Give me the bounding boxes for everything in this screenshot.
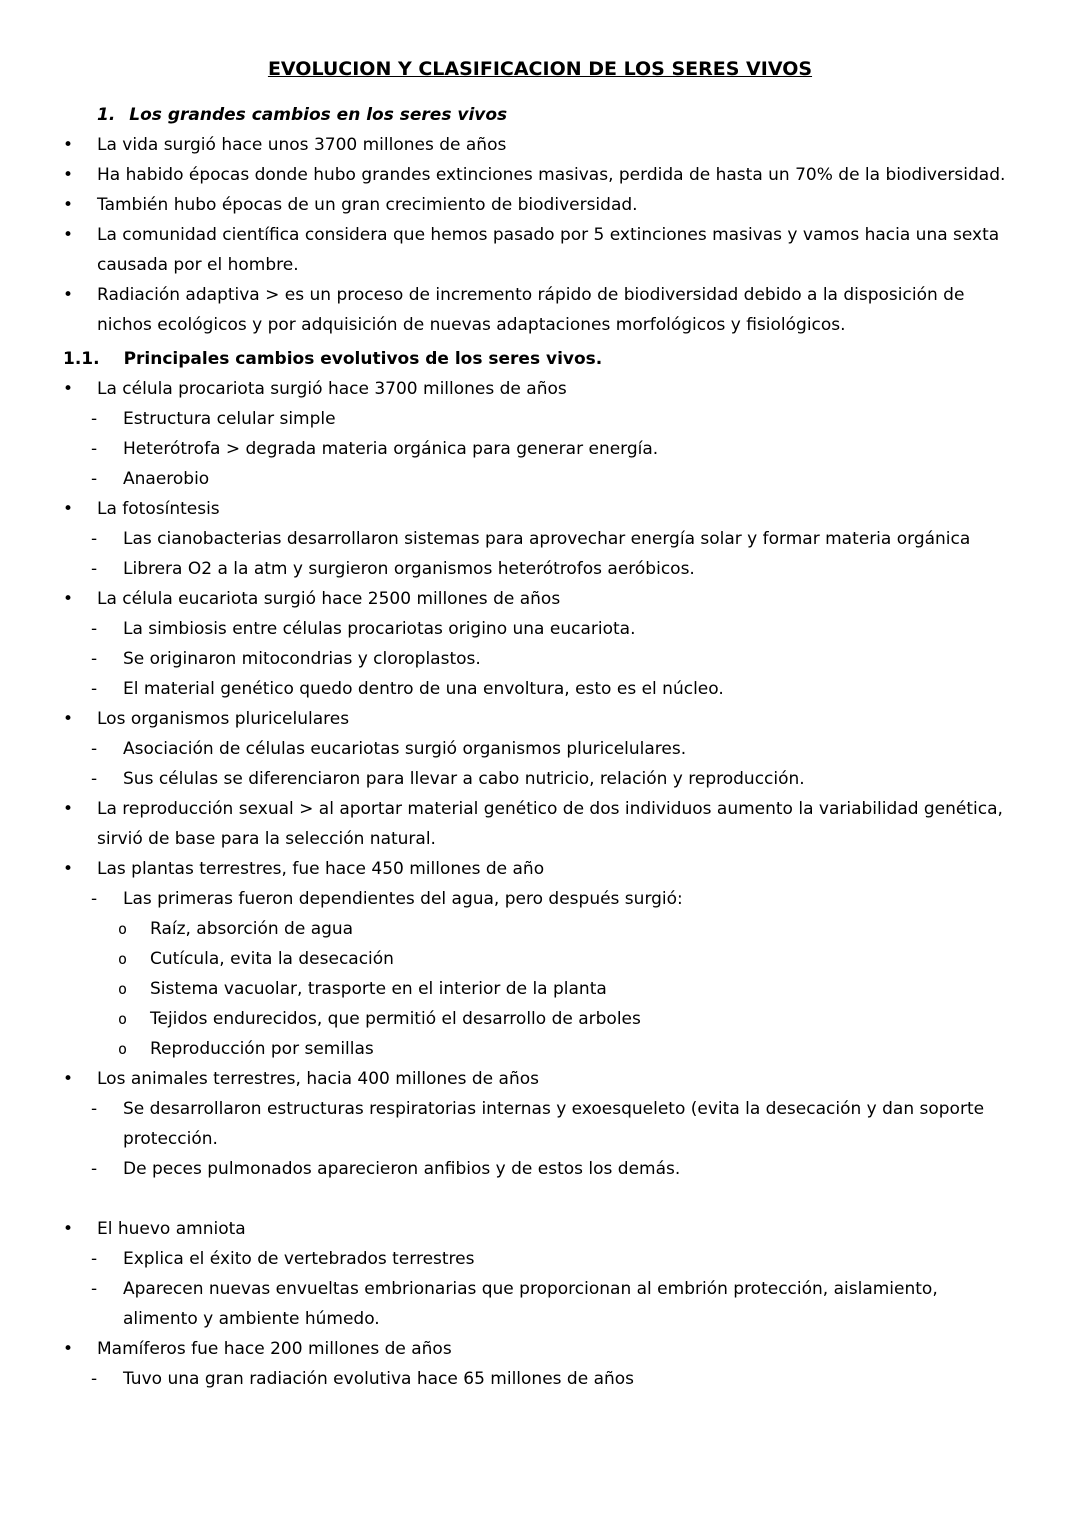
list-item-text: El material genético quedo dentro de una envoltura, esto es el núcleo.: [123, 679, 724, 699]
list-item: [0, 1364, 1080, 1394]
list-item-text: Radiación adaptiva > es un proceso de incremento rápido de biodiversidad debido a la disposición de nichos ecológicos y por adquisición de nuevas adaptaciones morfológicos y fisiológicos.: [97, 285, 965, 335]
list-item-text: Estructura celular simple: [123, 409, 336, 429]
dash-icon: -: [91, 469, 98, 489]
dash-icon: -: [91, 1159, 98, 1179]
list-item: [0, 494, 1080, 524]
list-item-text: El huevo amniota: [97, 1219, 246, 1239]
dash-icon: -: [91, 739, 98, 759]
bullet-icon: •: [63, 195, 74, 215]
list-item-text: Librera O2 a la atm y surgieron organismos heterótrofos aeróbicos.: [123, 559, 695, 579]
list-item: [0, 1214, 1080, 1244]
bullet-icon: •: [63, 1069, 74, 1089]
dash-icon: -: [91, 679, 98, 699]
list-item: [0, 130, 1080, 160]
bullet-icon: •: [63, 709, 74, 729]
circle-icon: o: [118, 950, 128, 968]
list-item: [0, 434, 1080, 464]
list-item-text: Tuvo una gran radiación evolutiva hace 65 millones de años: [123, 1369, 635, 1389]
bullet-icon: •: [63, 165, 74, 185]
list-item-text: Explica el éxito de vertebrados terrestres: [123, 1249, 475, 1269]
list-item-text: También hubo épocas de un gran crecimiento de biodiversidad.: [97, 195, 638, 215]
dash-icon: -: [91, 559, 98, 579]
bullet-icon: •: [63, 225, 74, 245]
list-item: [0, 524, 1080, 554]
list-item: [0, 1094, 1080, 1154]
list-item: [0, 1064, 1080, 1094]
list-item: [0, 944, 1080, 974]
list-item: [0, 854, 1080, 884]
list-item-text: Cutícula, evita la desecación: [150, 949, 394, 969]
list-item: [0, 280, 1080, 340]
list-item-text: Aparecen nuevas envueltas embrionarias que proporcionan al embrión protección, aislamiento, alimento y ambiente húmedo.: [123, 1279, 938, 1329]
list-item-text: La vida surgió hace unos 3700 millones de años: [97, 135, 507, 155]
list-item: [0, 914, 1080, 944]
list-item: [0, 1004, 1080, 1034]
list-item-text: Las cianobacterias desarrollaron sistemas para aprovechar energía solar y formar materia orgánica: [123, 529, 971, 549]
dash-icon: -: [91, 1279, 98, 1299]
list-item-text: Se desarrollaron estructuras respiratorias internas y exoesqueleto (evita la desecación y dan soporte protección.: [123, 1099, 985, 1149]
list-item: [0, 554, 1080, 584]
list-item-text: La célula eucariota surgió hace 2500 millones de años: [97, 589, 561, 609]
circle-icon: o: [118, 1010, 128, 1028]
dash-icon: -: [91, 1249, 98, 1269]
list-item-text: La comunidad científica considera que hemos pasado por 5 extinciones masivas y vamos hacia una sexta causada por el hombre.: [97, 225, 1000, 275]
list-item: [0, 704, 1080, 734]
list-item: [0, 734, 1080, 764]
list-item-text: Tejidos endurecidos, que permitió el desarrollo de arboles: [150, 1009, 641, 1029]
dash-icon: -: [91, 1099, 98, 1119]
list-item: [0, 374, 1080, 404]
list-item: [0, 584, 1080, 614]
list-item: [0, 1274, 1080, 1334]
list-item-text: Sus células se diferenciaron para llevar a cabo nutricio, relación y reproducción.: [123, 769, 805, 789]
heading-number: 1.1.: [63, 349, 100, 369]
circle-icon: o: [118, 980, 128, 998]
list-item-text: La simbiosis entre células procariotas origino una eucariota.: [123, 619, 636, 639]
circle-icon: o: [118, 1040, 128, 1058]
dash-icon: -: [91, 409, 98, 429]
bullet-icon: •: [63, 379, 74, 399]
dash-icon: -: [91, 439, 98, 459]
section-heading-1: [0, 100, 1080, 130]
list-item-text: La reproducción sexual > al aportar material genético de dos individuos aumento la variabilidad genética, sirvió de base para la selección natural.: [97, 799, 1003, 849]
list-item-text: Los animales terrestres, hacia 400 millones de años: [97, 1069, 539, 1089]
bullet-icon: •: [63, 135, 74, 155]
list-item: [0, 644, 1080, 674]
list-item: [0, 674, 1080, 704]
blank-line: [0, 1184, 1080, 1214]
list-item: [0, 884, 1080, 914]
list-item-text: Raíz, absorción de agua: [150, 919, 354, 939]
heading-text: Principales cambios evolutivos de los seres vivos.: [123, 349, 603, 369]
list-item-text: Sistema vacuolar, trasporte en el interior de la planta: [150, 979, 607, 999]
list-item: [0, 464, 1080, 494]
dash-icon: -: [91, 619, 98, 639]
list-item-text: La célula procariota surgió hace 3700 millones de años: [97, 379, 567, 399]
list-item-text: Las primeras fueron dependientes del agua, pero después surgió:: [123, 889, 683, 909]
list-item-text: Reproducción por semillas: [150, 1039, 374, 1059]
list-item-text: Ha habido épocas donde hubo grandes extinciones masivas, perdida de hasta un 70% de la biodiversidad.: [97, 165, 1006, 185]
list-item: [0, 190, 1080, 220]
list-item: [0, 404, 1080, 434]
dash-icon: -: [91, 889, 98, 909]
section-heading-1-1: [0, 344, 1080, 374]
bullet-icon: •: [63, 1339, 74, 1359]
bullet-icon: •: [63, 1219, 74, 1239]
list-item: [0, 764, 1080, 794]
list-item: [0, 1334, 1080, 1364]
list-item-text: Heterótrofa > degrada materia orgánica para generar energía.: [123, 439, 659, 459]
list-item: [0, 220, 1080, 280]
bullet-icon: •: [63, 799, 74, 819]
list-item-text: La fotosíntesis: [97, 499, 220, 519]
bullet-icon: •: [63, 499, 74, 519]
list-item-text: Las plantas terrestres, fue hace 450 millones de año: [97, 859, 545, 879]
list-item: [0, 614, 1080, 644]
list-item-text: Asociación de células eucariotas surgió organismos pluricelulares.: [123, 739, 687, 759]
dash-icon: -: [91, 649, 98, 669]
list-item: [0, 160, 1080, 190]
list-item-text: De peces pulmonados aparecieron anfibios y de estos los demás.: [123, 1159, 681, 1179]
list-item: [0, 974, 1080, 1004]
bullet-icon: •: [63, 285, 74, 305]
list-item: [0, 1154, 1080, 1184]
heading-number: 1.: [97, 105, 116, 125]
heading-text: Los grandes cambios en los seres vivos: [129, 105, 508, 125]
list-item-text: Se originaron mitocondrias y cloroplastos.: [123, 649, 481, 669]
page-title: [0, 54, 1080, 84]
bullet-icon: •: [63, 589, 74, 609]
list-item-text: Los organismos pluricelulares: [97, 709, 350, 729]
circle-icon: o: [118, 920, 128, 938]
dash-icon: -: [91, 769, 98, 789]
page-title-text: EVOLUCION Y CLASIFICACION DE LOS SERES VIVOS: [267, 58, 813, 80]
dash-icon: -: [91, 1369, 98, 1389]
list-item: [0, 1034, 1080, 1064]
list-item-text: Anaerobio: [123, 469, 210, 489]
list-item-text: Mamíferos fue hace 200 millones de años: [97, 1339, 452, 1359]
list-item: [0, 1244, 1080, 1274]
bullet-icon: •: [63, 859, 74, 879]
list-item: [0, 794, 1080, 854]
dash-icon: -: [91, 529, 98, 549]
